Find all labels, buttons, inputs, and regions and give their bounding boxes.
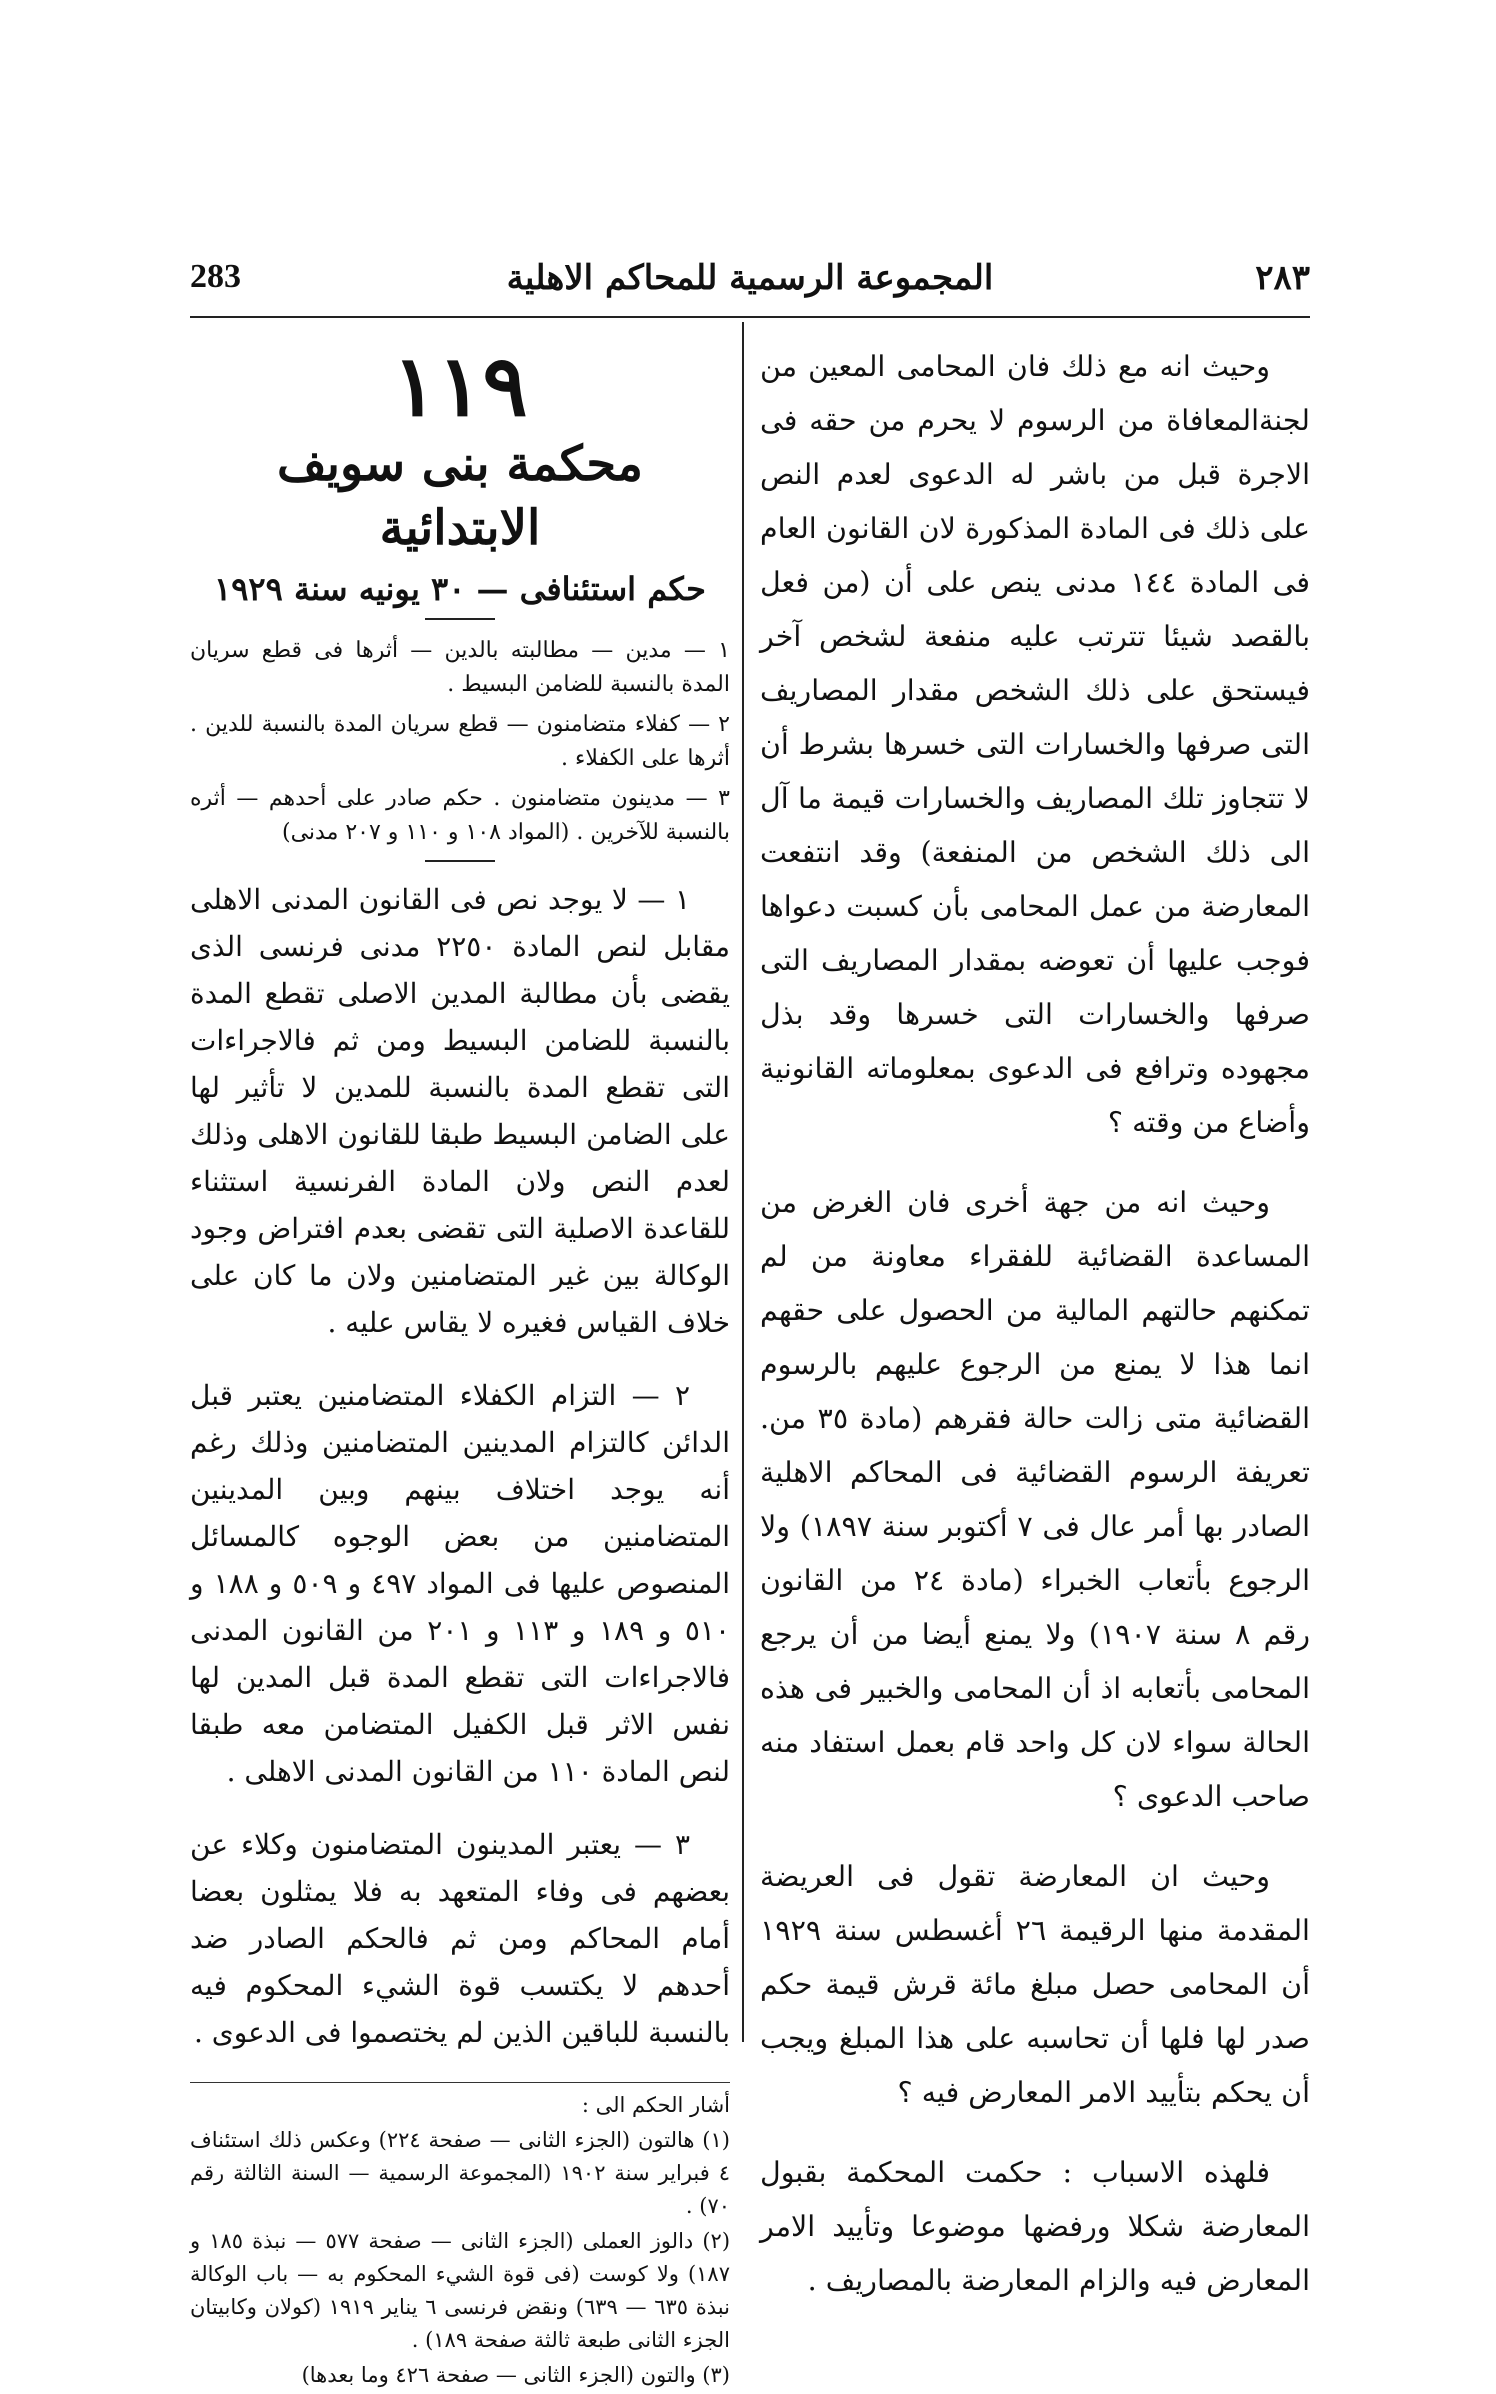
paragraph: وحيث انه من جهة أخرى فان الغرض من المساعدة القضائية للفقراء معاونة من لم تمكنهم حالتهم المالية من الحصول على حقهم انما هذا لا يمنع من الرجوع عليهم بالرسوم القضائية متى زالت حالة فقرهم (مادة ٣٥ من. تعريفة الرسوم القضائية فى المحاكم الاهلية الصادر بها أمر عال فى ٧ أكتوبر سنة ١٨٩٧) ولا الرجوع بأتعاب الخبراء (مادة ٢٤ من القانون رقم ٨ سنة ١٩٠٧) ولا يمنع أيضا من أن يرجع المحامى بأتعابه اذ أن المحامى والخبير فى هذه الحالة سواء لان كل واحد قام بعمل استفاد منه صاحب الدعوى ؟ [760,1186,1311,1813]
column-divider [742,322,744,2042]
headnote: ١ — مدين — مطالبته بالدين — أثرها فى قطع سريان المدة بالنسبة للضامن البسيط . [190,638,730,697]
case-number: ١١٩ [392,336,528,435]
page-number-latin: 283 [190,258,241,295]
short-rule [425,618,495,620]
reference-item: (١) هالتون (الجزء الثانى — صفحة ٢٢٤) وعكس ذلك استئناف ٤ فبراير سنة ١٩٠٢ (المجموعة الرسمية — السنة الثالثة رقم ٧٠) . [190,2128,730,2218]
paragraph: وحيث ان المعارضة تقول فى العريضة المقدمة منها الرقيمة ٢٦ أغسطس سنة ١٩٢٩ أن المحامى حصل مبلغ مائة قرش قيمة حكم صدر لها فلها أن تحاسبه على هذا المبلغ ويجب أن يحكم بتأييد الامر المعارض فيه ؟ [760,1860,1310,2109]
headnote: ٢ — كفلاء متضامنون — قطع سريان المدة بالنسبة للدين . أثرها على الكفلاء . [190,712,730,771]
page-number-arabic: ٢٨٣ [1255,258,1310,298]
references [190,2082,730,2392]
paragraph: وحيث انه مع ذلك فان المحامى المعين من لجنةالمعافاة من الرسوم لا يحرم من حقه فى الاجرة قبل من باشر له الدعوى لعدم النص على ذلك فى المادة المذكورة لان القانون العام فى المادة ١٤٤ مدنى ينص على أن (من فعل بالقصد شيئا تترتب عليه منفعة لشخص آخر فيستحق على ذلك الشخص مقدار المصاريف التى صرفها والخسارات التى خسرها بشرط أن لا تتجاوز تلك المصاريف والخسارات قيمة ما آل الى ذلك الشخص من المنفعة) وقد انتفعت المعارضة من عمل المحامى بأن كسبت دعواها فوجب عليها أن تعوضه بمقدار المصاريف التى صرفها والخسارات التى خسرها وقد بذل مجهوده وترافع فى الدعوى بمعلوماته القانونية وأضاع من وقته ؟ [760,350,1310,1139]
paragraph: ٣ — يعتبر المدينون المتضامنون وكلاء عن بعضهم فى وفاء المتعهد به فلا يمثلون بعضا أمام المحاكم ومن ثم فالحكم الصادر ضد أحدهم لا يكتسب قوة الشيء المحكوم فيه بالنسبة للباقين الذين لم يختصموا فى الدعوى . [190,1828,730,2049]
short-rule [425,860,495,862]
journal-title: المجموعة الرسمية للمحاكم الاهلية [506,258,994,298]
court-name: محكمة بنى سويف الابتدائية [276,436,644,556]
page-header [190,250,1310,310]
reference-item: (٣) والتون (الجزء الثانى — صفحة ٤٢٦ وما بعدها) [301,2363,730,2387]
headnotes [190,634,730,850]
header-rule [190,316,1310,318]
reference-item: (٢) دالوز العملى (الجزء الثانى — صفحة ٥٧٧ — نبذة ١٨٥ و ١٨٧) ولا كوست (فى قوة الشيء المحكوم به — باب الوكالة نبذة ٦٣٥ — ٦٣٩) ونقض فرنسى ٦ يناير ١٩١٩ (كولان وكابيتان الجزء الثانى طبعة ثالثة صفحة ١٨٩) . [190,2229,731,2352]
paragraph: ٢ — التزام الكفلاء المتضامنين يعتبر قبل الدائن كالتزام المدينين المتضامنين وذلك رغم أنه يوجد اختلاف بينهم وبين المدينين المتضامنين من بعض الوجوه كالمسائل المنصوص عليها فى المواد ٤٩٧ و ٥٠٩ و ١٨٨ و ٥١٠ و ١٨٩ و ١١٣ و ٢٠١ من القانون المدنى فالاجراءات التى تقطع المدة قبل المدين لها نفس الاثر قبل الكفيل المتضامن معه طبقا لنص المادة ١١٠ من القانون المدنى الاهلى . [190,1379,731,1788]
right-column [760,340,1310,2334]
verdict-line: حكم استئنافى — ٣٠ يونيه سنة ١٩٢٩ [214,570,706,608]
left-column [190,336,731,2394]
paragraph: ١ — لا يوجد نص فى القانون المدنى الاهلى مقابل لنص المادة ٢٢٥٠ مدنى فرنسى الذى يقضى بأن مطالبة المدين الاصلى تقطع المدة بالنسبة للضامن البسيط ومن ثم فالاجراءات التى تقطع المدة بالنسبة للمدين لا تأثير لها على الضامن البسيط طبقا للقانون الاهلى وذلك لعدم النص ولان المادة الفرنسية استثناء للقاعدة الاصلية التى تقضى بعدم افتراض وجود الوكالة بين غير المتضامنين ولان ما كان على خلاف القياس فغيره لا يقاس عليه . [190,883,730,1339]
headnote: ٣ — مدينون متضامنون . حكم صادر على أحدهم — أثره بالنسبة للآخرين . (المواد ١٠٨ و ١١٠ و ٢٠٧ مدنى) [190,786,730,845]
references-title: أشار الحكم الى : [581,2093,730,2117]
paragraph: فلهذه الاسباب : حكمت المحكمة بقبول المعارضة شكلا ورفضها موضوعا وتأييد الامر المعارض فيه والزام المعارضة بالمصاريف . [760,2156,1310,2297]
